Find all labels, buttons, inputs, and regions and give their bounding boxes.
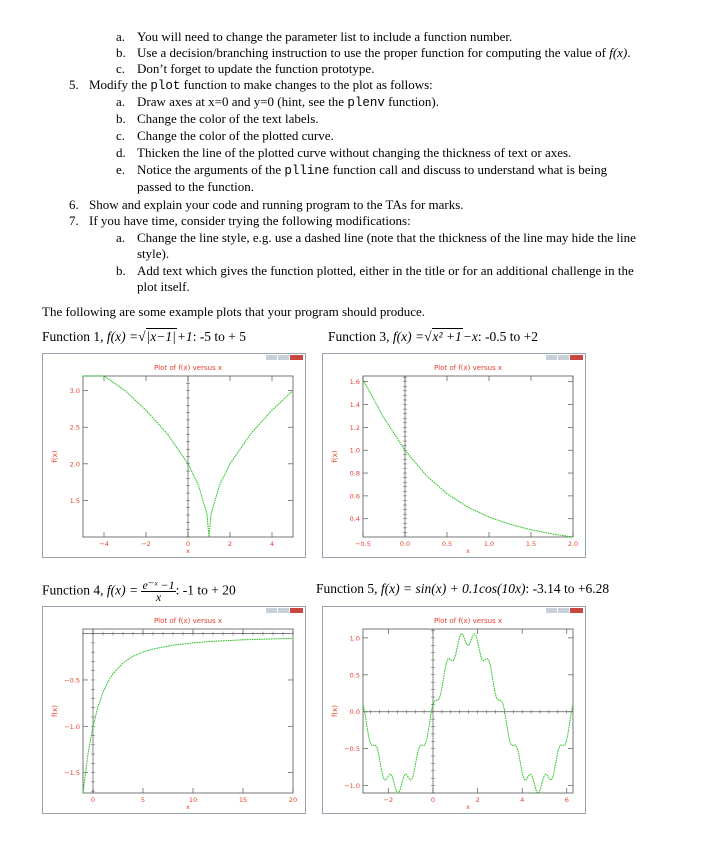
- minimize-button[interactable]: [266, 608, 277, 613]
- close-button[interactable]: [290, 608, 303, 613]
- instruction-text: Change the color of the plotted curve.: [137, 128, 334, 143]
- data-series-line: [363, 634, 573, 793]
- caption-function-5: Function 5, f(x) = sin(x) + 0.1cos(10x): -3.14 to +6.28: [316, 581, 610, 596]
- minimize-button[interactable]: [266, 355, 277, 360]
- data-series-line: [363, 380, 573, 537]
- y-axis-label: f(x): [331, 450, 339, 463]
- y-tick-label: 3.0: [69, 387, 80, 396]
- instruction-text: passed to the function.: [137, 179, 254, 194]
- instruction-text: style).: [137, 246, 170, 261]
- x-axis-label: x: [466, 548, 470, 555]
- list-marker: 5.: [69, 77, 79, 92]
- caption-function-4: Function 4, f(x) = $\frac{\text{e⁻ˣ −1}}{x}$ : -1 to + 20: [42, 578, 236, 604]
- instruction-text: plot itself.: [137, 279, 190, 294]
- y-tick-label: 1.0: [349, 634, 360, 643]
- list-marker: b.: [116, 45, 126, 60]
- list-marker: b.: [116, 111, 126, 126]
- intro-paragraph: The following are some example plots that your program should produce.: [42, 304, 426, 319]
- plot-window-function-5: [322, 606, 586, 814]
- x-tick-label: 2: [475, 796, 480, 804]
- x-tick-label: 0: [90, 796, 96, 804]
- maximize-button[interactable]: [558, 355, 569, 360]
- list-marker: c.: [116, 128, 126, 143]
- y-tick-label: 1.2: [349, 423, 360, 432]
- plot-chart-function-1: [43, 354, 305, 557]
- x-tick-label: 0.0: [399, 540, 411, 548]
- instruction-text: Add text which gives the function plotted, either in the title or for an additional challenge in the: [137, 263, 634, 278]
- x-tick-label: 15: [238, 796, 248, 804]
- x-tick-label: 2.0: [567, 540, 579, 548]
- x-tick-label: 0: [185, 540, 191, 548]
- x-tick-label: −4: [99, 540, 109, 548]
- minimize-button[interactable]: [546, 608, 557, 613]
- y-axis-label: f(x): [331, 704, 339, 718]
- y-tick-label: 0.8: [349, 469, 360, 478]
- list-marker: a.: [116, 29, 126, 44]
- x-tick-label: 4: [269, 540, 275, 548]
- instruction-text: Change the line style, e.g. use a dashed line (note that the thickness of the line may hide the line: [137, 230, 636, 245]
- x-axis-label: x: [466, 804, 470, 811]
- list-marker: a.: [116, 94, 126, 109]
- plot-window-function-1: [42, 353, 306, 558]
- x-tick-label: 5: [140, 796, 146, 804]
- y-tick-label: −1.5: [64, 769, 80, 778]
- instruction-text: You will need to change the parameter list to include a function number.: [137, 29, 513, 44]
- plot-frame: [83, 629, 293, 793]
- chart-title: Plot of f(x) versus x: [153, 617, 223, 625]
- y-tick-label: 1.5: [69, 496, 80, 505]
- list-marker: b.: [116, 263, 126, 278]
- y-tick-label: 0.0: [349, 708, 360, 717]
- x-tick-label: 10: [188, 796, 198, 804]
- minimize-button[interactable]: [546, 355, 557, 360]
- x-tick-label: 0.5: [441, 540, 453, 548]
- instruction-text: Notice the arguments of the plline function call and discuss to understand what is being: [137, 162, 608, 178]
- y-tick-label: 2.5: [69, 423, 80, 432]
- x-tick-label: −0.5: [355, 540, 371, 548]
- x-tick-label: 6: [564, 796, 569, 804]
- instruction-text: Use a decision/branching instruction to use the proper function for computing the value of f(x).: [137, 45, 631, 60]
- instruction-text: Change the color of the text labels.: [137, 111, 319, 126]
- caption-function-3: Function 3, f(x) =√x² +1−x: -0.5 to +2: [328, 329, 539, 344]
- y-tick-label: 1.4: [349, 401, 360, 410]
- instruction-text: Don’t forget to update the function prototype.: [137, 61, 375, 76]
- chart-title: Plot of f(x) versus x: [153, 364, 223, 372]
- list-marker: c.: [116, 61, 126, 76]
- plot-chart-function-3: [323, 354, 585, 557]
- list-marker: e.: [116, 162, 126, 177]
- y-axis-label: f(x): [51, 704, 59, 718]
- y-axis-label: f(x): [51, 450, 59, 463]
- data-series-line: [83, 638, 293, 793]
- y-tick-label: 0.4: [349, 515, 360, 524]
- instruction-text: Show and explain your code and running program to the TAs for marks.: [89, 197, 464, 212]
- y-tick-label: −1.0: [64, 722, 80, 731]
- y-tick-label: 1.0: [349, 446, 360, 455]
- x-tick-label: 1.0: [483, 540, 495, 548]
- instruction-text: If you have time, consider trying the following modifications:: [89, 213, 411, 228]
- chart-title: Plot of f(x) versus x: [433, 364, 503, 372]
- window-controls: [265, 608, 303, 613]
- y-tick-label: 0.6: [349, 492, 360, 501]
- maximize-button[interactable]: [558, 608, 569, 613]
- window-controls: [265, 355, 303, 360]
- instruction-text: Thicken the line of the plotted curve without changing the thickness of text or axes.: [137, 145, 572, 160]
- close-button[interactable]: [570, 355, 583, 360]
- y-tick-label: −0.5: [64, 676, 80, 685]
- plot-chart-function-5: [323, 607, 585, 813]
- x-axis-label: x: [186, 804, 190, 811]
- close-button[interactable]: [290, 355, 303, 360]
- x-tick-label: 1.5: [525, 540, 537, 548]
- y-tick-label: 1.6: [349, 378, 360, 387]
- y-tick-label: 0.5: [349, 671, 360, 680]
- caption-function-1: Function 1, f(x) =√|x−1|+1: -5 to + 5: [42, 329, 247, 344]
- window-controls: [545, 355, 583, 360]
- list-marker: a.: [116, 230, 126, 245]
- plot-frame: [363, 629, 573, 793]
- y-tick-label: 2.0: [69, 460, 80, 469]
- chart-title: Plot of f(x) versus x: [433, 617, 503, 625]
- list-marker: 6.: [69, 197, 79, 212]
- plot-window-function-4: [42, 606, 306, 814]
- window-controls: [545, 608, 583, 613]
- x-tick-label: 4: [520, 796, 525, 804]
- maximize-button[interactable]: [278, 608, 289, 613]
- x-tick-label: 2: [227, 540, 233, 548]
- close-button[interactable]: [570, 608, 583, 613]
- x-tick-label: 20: [288, 796, 298, 804]
- x-tick-label: 0: [430, 796, 436, 804]
- y-tick-label: −0.5: [344, 745, 360, 754]
- list-marker: 7.: [69, 213, 79, 228]
- instruction-text: Modify the plot function to make changes to the plot as follows:: [89, 77, 433, 93]
- plot-frame: [363, 376, 573, 537]
- x-axis-label: x: [186, 548, 190, 555]
- x-tick-label: −2: [383, 796, 394, 804]
- instruction-text: Draw axes at x=0 and y=0 (hint, see the plenv function).: [137, 94, 439, 110]
- list-marker: d.: [116, 145, 126, 160]
- x-tick-label: −2: [141, 540, 151, 548]
- y-tick-label: −1.0: [344, 782, 360, 791]
- plot-window-function-3: [322, 353, 586, 558]
- plot-chart-function-4: [43, 607, 305, 813]
- maximize-button[interactable]: [278, 355, 289, 360]
